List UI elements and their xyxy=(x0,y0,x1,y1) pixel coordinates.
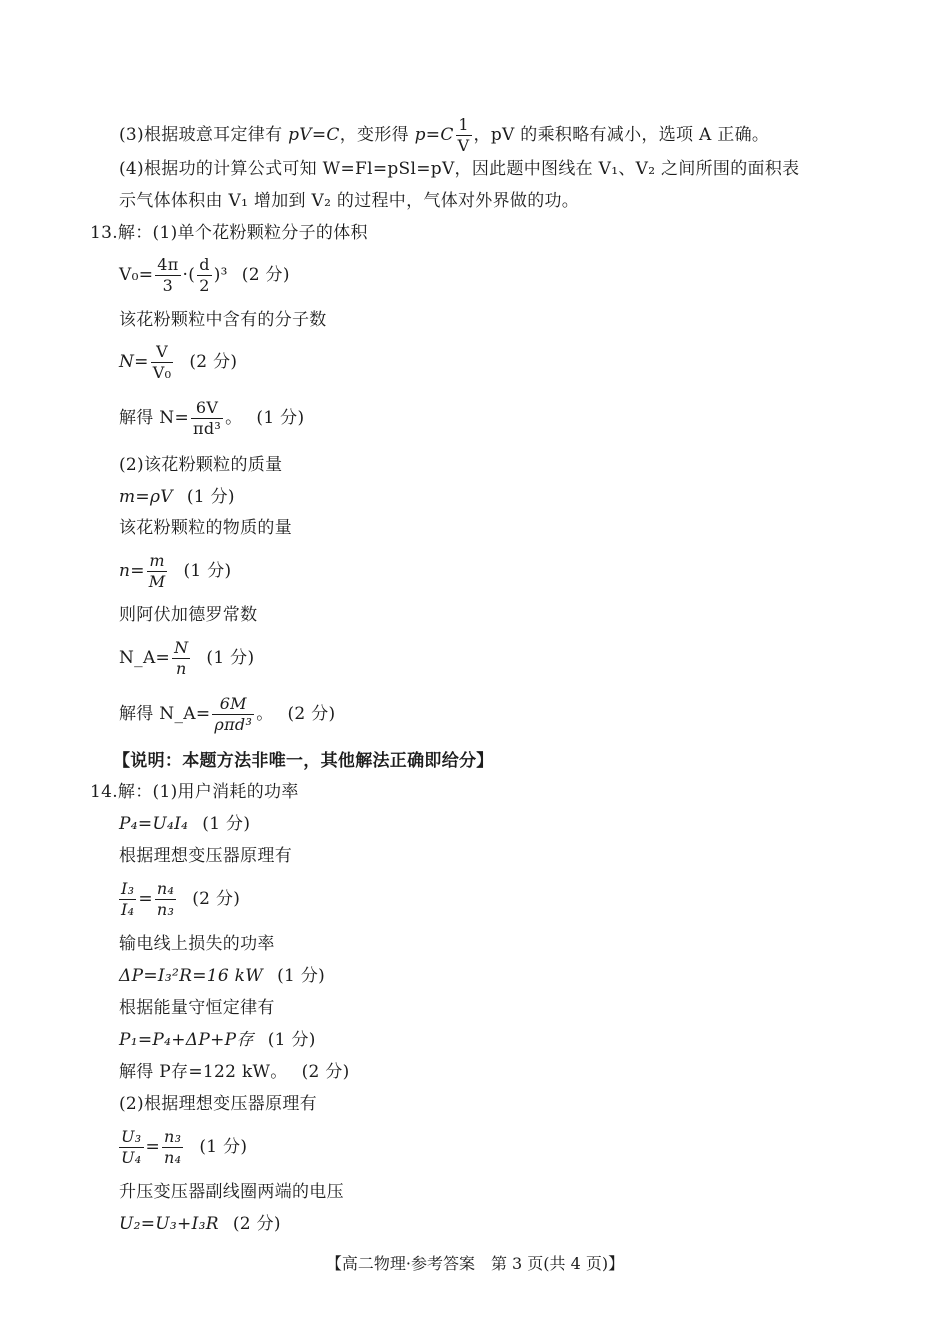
q13-text5: 该花粉颗粒的物质的量 xyxy=(119,518,292,538)
eq-fraction-right xyxy=(155,879,176,920)
fraction-numerator: d xyxy=(199,255,210,274)
q12-4-line1: (4)根据功的计算公式可知 W=Fl=pSl=pV，因此题中图线在 V₁、V₂ 之间所围的面积表 xyxy=(119,159,800,179)
eq-text: U₂=U₃+I₃R xyxy=(119,1214,219,1234)
fraction-numerator: N xyxy=(174,638,189,657)
fraction-numerator: V xyxy=(151,342,174,363)
eq-left: n= xyxy=(119,561,145,581)
score: (1 分) xyxy=(256,408,305,428)
q14-2-heading: (2)根据理想变压器原理有 xyxy=(119,1094,317,1114)
q14-eq3 xyxy=(119,965,325,987)
score: (2 分) xyxy=(232,1214,281,1234)
eq-right: )³ xyxy=(213,265,228,285)
q13-text6: 则阿伏加德罗常数 xyxy=(119,605,258,625)
q14-eq6 xyxy=(117,1127,247,1168)
eq-sign: = xyxy=(145,1137,161,1157)
eq-fraction-2 xyxy=(197,255,212,296)
score: (1 分) xyxy=(277,966,326,986)
eq-left: V₀= xyxy=(119,265,154,285)
eq-sign: = xyxy=(138,889,153,909)
fraction-numerator: n₄ xyxy=(156,879,175,898)
eq-left: N_A= xyxy=(119,648,171,668)
score: (2 分) xyxy=(241,265,290,285)
q12-4-line2: 示气体体积由 V₁ 增加到 V₂ 的过程中，气体对外界做的功。 xyxy=(119,191,580,211)
score: (1 分) xyxy=(202,814,251,834)
score: (2 分) xyxy=(301,1062,350,1082)
fraction-denominator: U₄ xyxy=(121,1148,142,1167)
fraction-numerator: 4π xyxy=(157,255,179,274)
eq-end: 。 xyxy=(225,408,243,428)
eq-left: 解得 N_A= xyxy=(119,704,211,724)
score: (2 分) xyxy=(287,704,336,724)
q12-3-mid: ，变形得 xyxy=(339,125,415,145)
q12-3-suffix: ，pV 的乘积略有减小，选项 A 正确。 xyxy=(473,125,770,145)
fraction-numerator: I₃ xyxy=(121,879,135,898)
fraction-denominator: 2 xyxy=(199,276,210,295)
eq-text: m=ρV xyxy=(119,487,173,507)
score: (2 分) xyxy=(192,889,241,909)
fraction-denominator: V xyxy=(457,136,470,155)
score: (1 分) xyxy=(267,1030,316,1050)
eq-fraction xyxy=(147,551,168,592)
eq-fraction xyxy=(151,342,174,383)
q12-3-fraction xyxy=(456,115,472,156)
q13-eq2 xyxy=(119,342,237,383)
fraction-numerator: U₃ xyxy=(121,1127,142,1146)
q13-note: 【说明：本题方法非唯一，其他解法正确即给分】 xyxy=(113,751,494,771)
q13-eq5 xyxy=(119,551,231,592)
q13-eq4 xyxy=(119,486,235,508)
eq-fraction xyxy=(155,255,180,296)
fraction-denominator: n xyxy=(175,659,187,678)
fraction-denominator: ρπd³ xyxy=(214,715,253,734)
eq-left: 解得 N= xyxy=(119,408,190,428)
page-footer: 【高二物理·参考答案 第 3 页(共 4 页)】 xyxy=(325,1254,625,1273)
q13-heading: 13.解：(1)单个花粉颗粒分子的体积 xyxy=(90,223,368,243)
fraction-denominator: 3 xyxy=(162,276,174,295)
q13-2-heading: (2)该花粉颗粒的质量 xyxy=(119,455,283,475)
fraction-numerator: 6M xyxy=(212,694,254,715)
fraction-denominator: V₀ xyxy=(152,363,172,382)
fraction-numerator: m xyxy=(147,551,168,572)
eq-fraction-left xyxy=(119,1127,144,1168)
eq-fraction-right xyxy=(162,1127,183,1168)
eq-text: ΔP=I₃²R=16 kW xyxy=(119,966,264,986)
eq-mid: ·( xyxy=(182,265,196,285)
q14-heading: 14.解：(1)用户消耗的功率 xyxy=(90,782,299,802)
q14-eq2 xyxy=(117,879,240,920)
q14-eq4 xyxy=(119,1029,316,1051)
fraction-numerator: n₃ xyxy=(164,1127,182,1146)
q13-text2: 该花粉颗粒中含有的分子数 xyxy=(119,310,327,330)
fraction-denominator: πd³ xyxy=(193,419,222,438)
eq-left: N= xyxy=(119,352,149,372)
fraction-numerator: 6V xyxy=(191,398,223,419)
score: (1 分) xyxy=(199,1137,248,1157)
q13-eq1 xyxy=(119,255,290,296)
q13-eq3 xyxy=(119,398,304,439)
q12-3-prefix: (3)根据玻意耳定律有 xyxy=(119,125,289,145)
q14-text4: 根据能量守恒定律有 xyxy=(119,998,275,1018)
eq-fraction xyxy=(172,638,190,679)
fraction-numerator: 1 xyxy=(456,115,472,136)
q12-3-eq2: p=C xyxy=(414,125,454,145)
q14-eq7 xyxy=(119,1213,281,1235)
eq-fraction xyxy=(191,398,223,439)
fraction-denominator: M xyxy=(148,572,166,591)
q13-eq6 xyxy=(119,638,254,679)
eq-text: P₄=U₄I₄ xyxy=(119,814,189,834)
score: (1 分) xyxy=(183,561,232,581)
eq-text: 解得 P存=122 kW。 xyxy=(119,1062,288,1082)
fraction-denominator: n₄ xyxy=(164,1148,182,1167)
score: (1 分) xyxy=(206,648,255,668)
eq-fraction-left xyxy=(119,879,136,920)
q12-3-eq1: pV=C xyxy=(288,125,340,145)
fraction-denominator: n₃ xyxy=(156,900,175,919)
q14-text7: 升压变压器副线圈两端的电压 xyxy=(119,1182,344,1202)
q14-eq5 xyxy=(119,1061,350,1083)
score: (1 分) xyxy=(186,487,235,507)
eq-end: 。 xyxy=(256,704,274,724)
q14-eq1 xyxy=(119,813,250,835)
fraction-denominator: I₄ xyxy=(121,900,135,919)
q14-text2: 根据理想变压器原理有 xyxy=(119,846,292,866)
score: (2 分) xyxy=(189,352,238,372)
eq-fraction xyxy=(212,694,254,735)
q13-eq7 xyxy=(119,694,335,735)
eq-text: P₁=P₄+ΔP+P存 xyxy=(119,1030,254,1050)
q12-3-line xyxy=(119,115,769,156)
q14-text3: 输电线上损失的功率 xyxy=(119,934,275,954)
